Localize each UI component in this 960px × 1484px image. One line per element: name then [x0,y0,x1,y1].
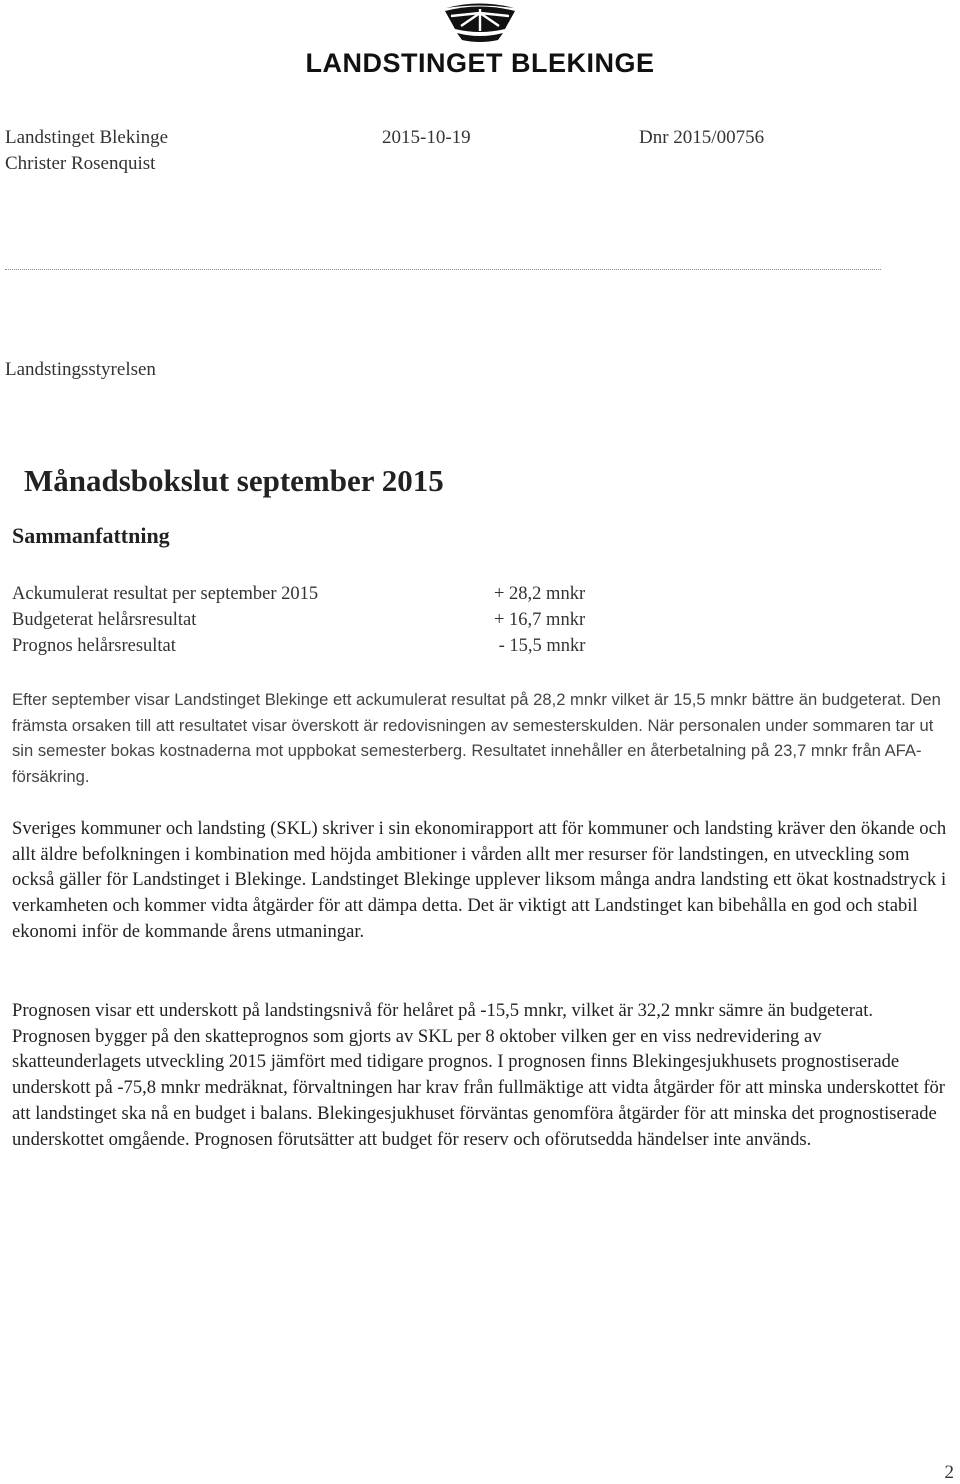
figure-value: + 28,2 mnkr [494,584,586,604]
section-heading: Sammanfattning [12,523,170,548]
logo [0,0,960,90]
page-number: 2 [944,1462,954,1483]
logo-text: LANDSTINGET BLEKINGE [305,48,655,78]
page-title: Månadsbokslut september 2015 [24,463,444,498]
summary-figures [12,584,632,662]
header-divider [5,269,881,270]
figure-value: + 16,7 mnkr [494,610,586,630]
paragraph-forecast: Prognosen visar ett underskott på landstingsnivå för helåret på -15,5 mnkr, vilket är 32,2 mnkr sämre än budgeterat. Prognosen bygger på den skatteprognos som gjorts av SKL per 8 oktober vilken ger en viss nedrevidering av skatteunderlagets utveckling 2015 jämfört med tidigare prognos. I prognosen finns Blekingesjukhusets prognostiserade underskott på -75,8 mnkr medräknat, förvaltningen har krav från fullmäktige att vidta åtgärder för att minska underskottet för att landstinget ska nå en budget i balans. Blekingesjukhuset förväntas genomföra åtgärder för att minska det prognostiserade underskottet omgående. Prognosen förutsätter att budget för reserv och oförutsedda händelser inte används. [12,1000,946,1150]
header-author: Christer Rosenquist [5,153,156,174]
header-org: Landstinget Blekinge [5,127,169,148]
paragraph-result: Efter september visar Landstinget Blekinge ett ackumulerat resultat på 28,2 mnkr vilket är 15,5 mnkr bättre än budgeterat. Den främsta orsaken till att resultatet visar överskott är redovisningen av semesterskulden. När personalen under sommaren tar ut sin semester bokas kostnaderna mot uppbokat semesterberg. Resultatet innehåller en återbetalning på 23,7 mnkr från AFA-försäkring. [12,690,941,787]
figure-row [12,636,632,662]
figure-label: Ackumulerat resultat per september 2015 [12,584,319,604]
figure-row [12,584,632,610]
crown-ship-emblem-icon [443,2,517,46]
recipient: Landstingsstyrelsen [5,359,156,380]
paragraph-skl: Sveriges kommuner och landsting (SKL) skriver i sin ekonomirapport att för kommuner och landsting kräver den ökande och allt äldre befolkningen i kombination med höjda ambitioner i vården allt mer resurser för landstingen, en utveckling som också gäller för Landstinget i Blekinge. Landstinget Blekinge upplever liksom många andra landsting ett ökat kostnadstryck i verkamheten och kommer vidta åtgärder för att dämpa detta. Det är viktigt att Landstinget kan bibehålla en god och stabil ekonomi inför de kommande årens utmaningar. [12,818,947,942]
figure-label: Prognos helårsresultat [12,636,176,656]
figure-row [12,610,632,636]
figure-value: - 15,5 mnkr [494,636,586,656]
header-date: 2015-10-19 [382,127,471,148]
header-dnr: Dnr 2015/00756 [639,127,765,148]
figure-label: Budgeterat helårsresultat [12,610,197,630]
